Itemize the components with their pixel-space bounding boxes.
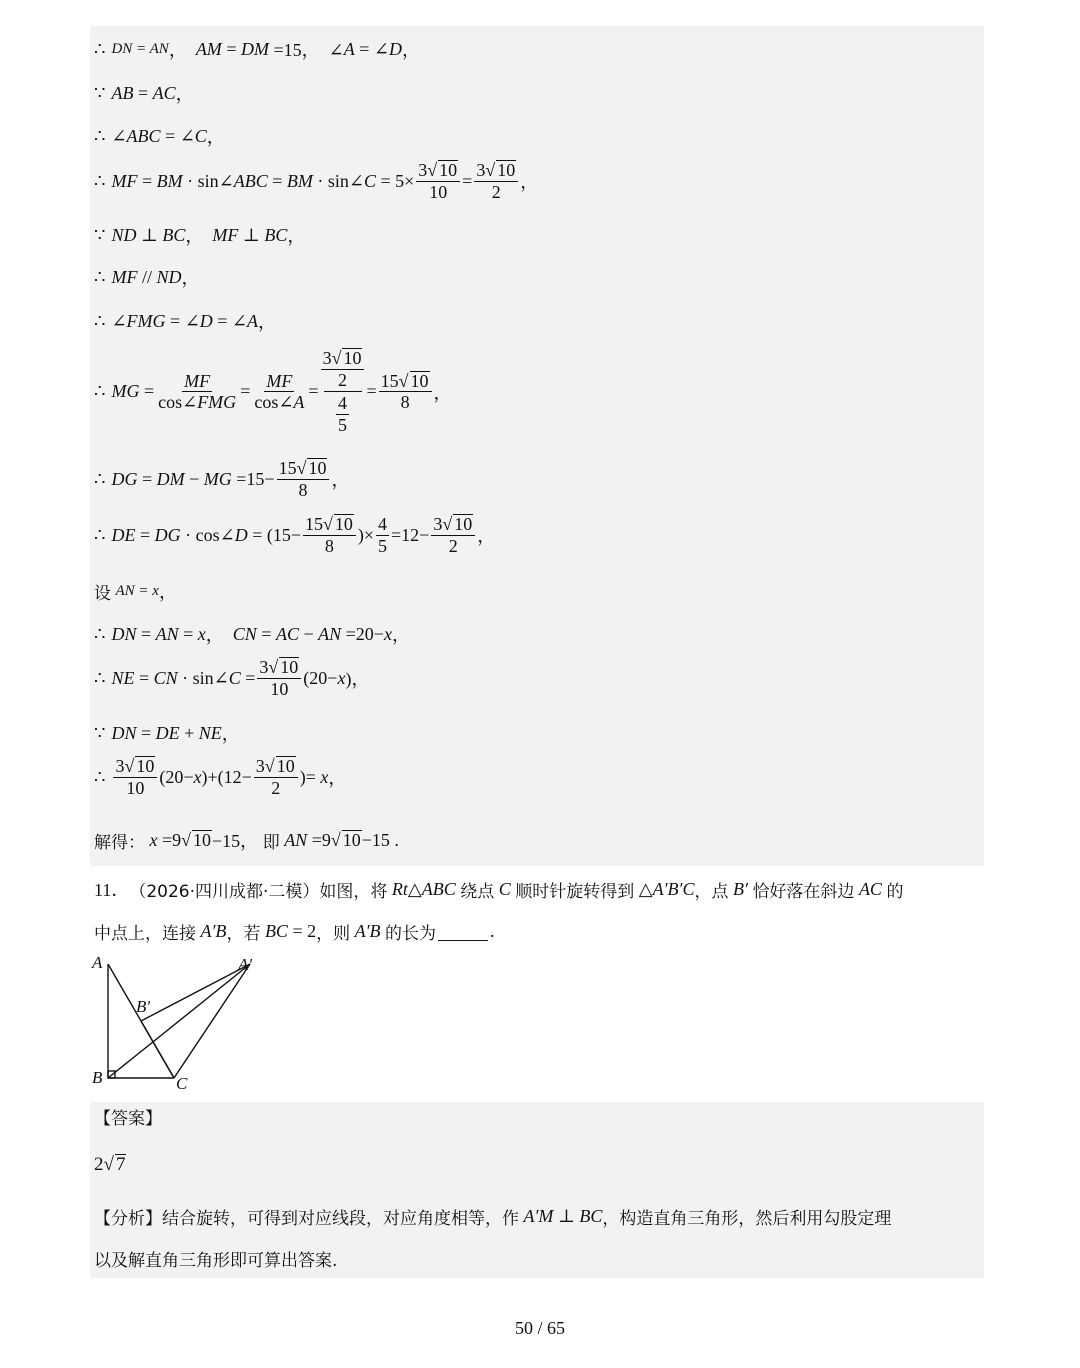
label-A: A: [92, 953, 103, 972]
solution-step: ∴ $\frac{3√ 10}{10}$ (20− x )+(12− $\frac{3√ 10}{2}$ )= x ，: [94, 756, 347, 798]
solution-step: ∴ MG = $\frac{MF}{\text{cos∠FMG}}$ = $\frac{MF}{\cos\angle A}$ = $\frac{3√ 10}{2}$ $\frac{4}{5}$ = $\frac{15√ 10}{8}$ ，: [94, 348, 452, 436]
question-source: （2026·四川成都·二模）: [129, 881, 320, 902]
analysis-heading: 【分析】: [94, 1209, 162, 1229]
solution-step: ∵ ND ⊥ BC ， MF ⊥ BC ，: [94, 224, 306, 246]
solution-step: 设 AN = x ，: [94, 582, 177, 604]
analysis-line-1: 【分析】 结合旋转，可得到对应线段，对应角度相等，作 A′M ⊥ BC ，构造直角三角形，然后利用勾股定理: [94, 1206, 892, 1229]
label-A-prime: A′: [238, 955, 253, 974]
solution-step: ∴ MF = BM · sin∠ ABC = BM · sin∠ C = 5× $\frac{3√ 10}{10}$ = $\frac{3√ 10}{2}$ ，: [94, 160, 539, 202]
answer-value: 2√ 7: [94, 1154, 126, 1176]
solution-step: ∴ NE = CN · sin∠ C = $\frac{3√ 10}{10}$ (20− x )，: [94, 657, 370, 699]
solution-step: ∴ MF // ND ，: [94, 266, 200, 288]
label-B: B: [92, 1068, 103, 1087]
solution-step: ∴ DN = AN = x ， CN = AC − AN =20− x ，: [94, 623, 410, 645]
solution-step: 解得： x =9√ 10 −15， 即 AN =9√ 10 −15 .: [94, 829, 399, 853]
question-line-1: 11． （2026·四川成都·二模） 如图，将 Rt △ ABC 绕点 C 顺时针旋转得到 △ A′B′C ，点 B′ 恰好落在斜边 AC 的: [94, 876, 903, 902]
label-B-prime: B′: [136, 997, 151, 1016]
solution-step: ∵ AB = AC ，: [94, 82, 194, 104]
solution-step: ∴ DE = DG · cos∠ D = (15− $\frac{15√ 10}{8}$ )× $\frac{4}{5}$ =12− $\frac{3√ 10}{2}$ ，: [94, 514, 496, 556]
page-number: 50 / 65: [514, 1318, 565, 1338]
geometry-figure: [90, 950, 270, 1092]
answer-heading: 【答案】: [94, 1109, 162, 1129]
question-line-2: 中点上，连接 A′B ，若 BC = 2 ，则 A′B 的长为 .: [94, 921, 495, 944]
label-C: C: [176, 1074, 188, 1092]
question-number: 11．: [94, 880, 130, 900]
analysis-line-2: 以及解直角三角形即可算出答案.: [94, 1251, 338, 1271]
solution-step: ∴ DN = AN ， AM = DM =15， ∠ A = ∠ D ，: [94, 38, 420, 60]
solution-step: ∵ DN = DE + NE ，: [94, 722, 240, 744]
solution-step: ∴ ∠ FMG = ∠ D = ∠ A ，: [94, 310, 277, 332]
answer-blank: [438, 922, 488, 941]
solution-step: ∴ ∠ ABC = ∠ C ，: [94, 125, 225, 147]
solution-step: ∴ DG = DM − MG =15− $\frac{15√ 10}{8}$ ，: [94, 458, 350, 500]
